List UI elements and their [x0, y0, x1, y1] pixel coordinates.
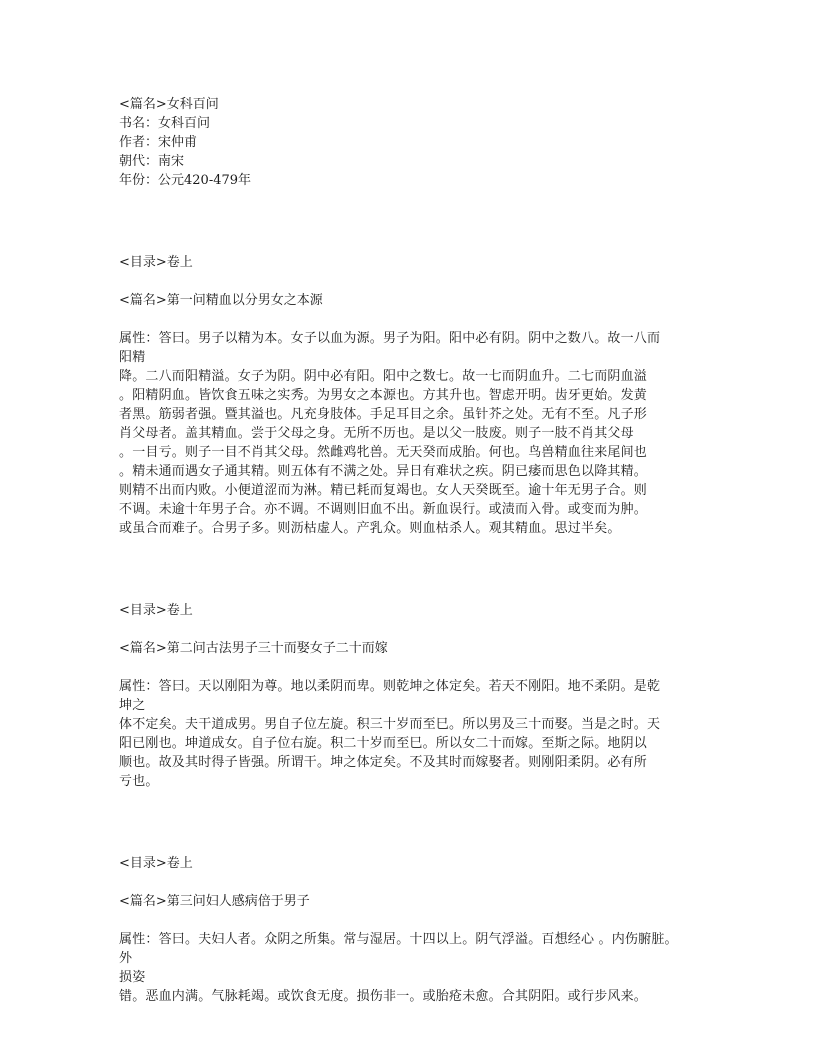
- section-2: [119, 601, 704, 791]
- section-3: [119, 854, 704, 1006]
- chapter-body: [119, 930, 704, 1006]
- title-line: <篇名>女科百问: [119, 97, 219, 112]
- section-1: [119, 253, 704, 538]
- body-line: 阳精: [119, 350, 146, 365]
- body-line: 降。二八而阳精溢。女子为阴。阴中必有阳。阳中之数七。故一七而阴血升。二七而阴血溢: [119, 369, 648, 384]
- body-line: 则精不出而内败。小便道涩而为淋。精已耗而复竭也。女人天癸既至。逾十年无男子合。则: [119, 483, 648, 498]
- author: 作者：宋仲甫: [119, 135, 198, 150]
- book-metadata: [119, 95, 704, 190]
- body-line: 阳已刚也。坤道成女。自子位右旋。积二十岁而至巳。所以女二十而嫁。至斯之际。地阴以: [119, 736, 648, 751]
- dynasty: 朝代：南宋: [119, 154, 185, 169]
- body-line: 肖父母者。盖其精血。尝于父母之身。无所不历也。是以父一肢废。则子一肢不肖其父母: [119, 426, 634, 441]
- book-name: 书名：女科百问: [119, 116, 211, 131]
- body-line: 外: [119, 951, 133, 966]
- body-line: 坤之: [119, 698, 146, 713]
- body-line: 属性：答曰。男子以精为本。女子以血为源。男子为阳。阳中必有阴。阴中之数八。故一八而: [119, 331, 661, 346]
- toc-heading: <目录>卷上: [119, 856, 193, 871]
- body-line: 不调。未逾十年男子合。亦不调。不调则旧血不出。新血误行。或渍而入骨。或变而为肿。: [119, 502, 648, 517]
- body-line: 属性：答曰。夫妇人者。众阴之所集。常与湿居。十四以上。阴气浮溢。百想经心 。内伤腑脏。: [119, 932, 678, 947]
- body-line: 体不定矣。夫干道成男。男自子位左旋。积三十岁而至巳。所以男及三十而娶。当是之时。天: [119, 717, 661, 732]
- body-line: 。一目亏。则子一目不肖其父母。然雌鸡牝兽。无天癸而成胎。何也。鸟兽精血往来尾间也: [119, 445, 648, 460]
- spacer: [119, 538, 704, 601]
- toc-heading: <目录>卷上: [119, 603, 193, 618]
- chapter-heading: <篇名>第一问精血以分男女之本源: [119, 293, 323, 308]
- spacer: [119, 791, 704, 854]
- chapter-heading: <篇名>第二问古法男子三十而娶女子二十而嫁: [119, 641, 388, 656]
- document-page: [119, 95, 704, 1006]
- body-line: 或虽合而难子。合男子多。则沥枯虚人。产乳众。则血枯杀人。观其精血。思过半矣。: [119, 521, 621, 536]
- body-line: 亏也。: [119, 774, 159, 789]
- body-line: 顺也。故及其时得子皆强。所谓干。坤之体定矣。不及其时而嫁娶者。则刚阳柔阴。必有所: [119, 755, 648, 770]
- body-line: 者黑。筋弱者强。暨其溢也。凡充身肢体。手足耳目之余。虽针芥之处。无有不至。凡子形: [119, 407, 648, 422]
- spacer: [119, 190, 704, 253]
- body-line: 。精未通而遇女子通其精。则五体有不满之处。异日有难状之疾。阴已痿而思色以降其精。: [119, 464, 648, 479]
- chapter-body: [119, 329, 704, 538]
- year: 年份：公元420-479年: [119, 173, 252, 188]
- body-line: 错。恶血内满。气脉耗竭。或饮食无度。损伤非一。或胎疮未愈。合其阴阳。或行步风来。: [119, 989, 648, 1004]
- body-line: 属性：答曰。天以刚阳为尊。地以柔阴而卑。则乾坤之体定矣。若天不刚阳。地不柔阴。是乾: [119, 679, 661, 694]
- body-line: 损姿: [119, 970, 146, 985]
- chapter-heading: <篇名>第三问妇人感病倍于男子: [119, 894, 310, 909]
- toc-heading: <目录>卷上: [119, 255, 193, 270]
- chapter-body: [119, 677, 704, 791]
- body-line: 。阳精阴血。皆饮食五味之实秀。为男女之本源也。方其升也。智虑开明。齿牙更始。发黄: [119, 388, 648, 403]
